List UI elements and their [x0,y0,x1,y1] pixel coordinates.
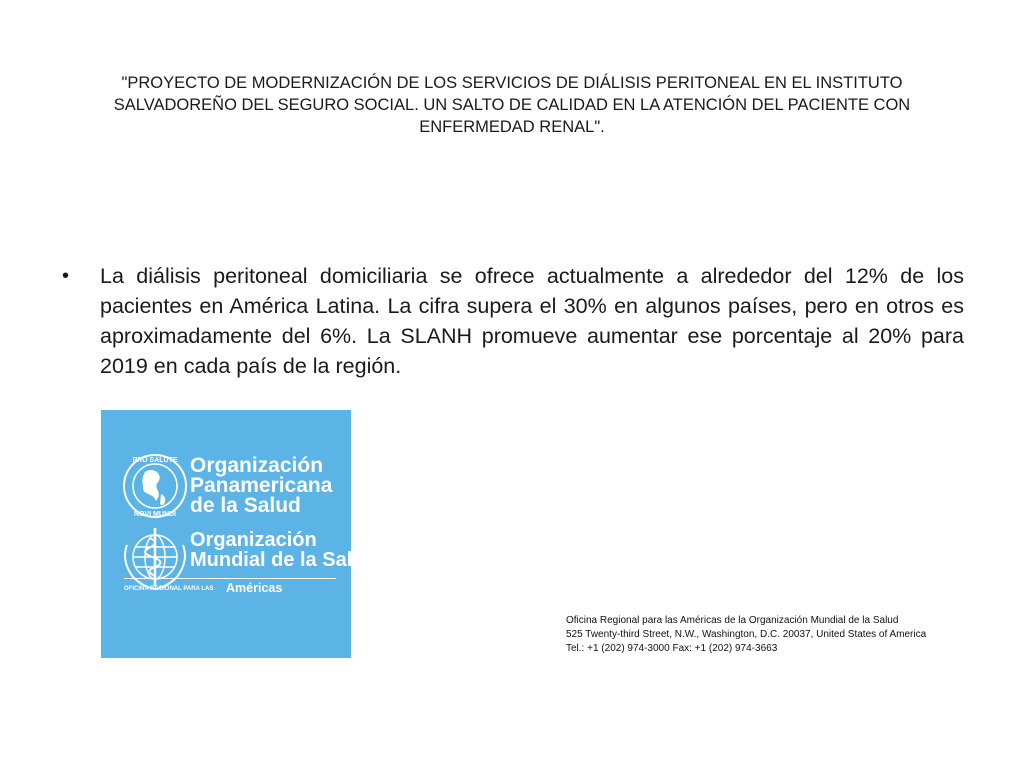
paho-line-1: Organización [190,454,324,477]
paho-wordmark [190,456,332,516]
seal-top-text: PRO SALUTE [132,457,178,464]
slide-title: "PROYECTO DE MODERNIZACIÓN DE LOS SERVICIOS DE DIÁLISIS PERITONEAL EN EL INSTITUTO SALVADOREÑO DEL SEGURO SOCIAL. UN SALTO DE CALIDAD EN LA ATENCIÓN DEL PACIENTE CON ENFERMEDAD RENAL". [113,74,911,136]
paho-seal-icon [124,455,186,518]
who-wordmark [190,530,377,570]
address-line-2: 525 Twenty-third Street, N.W., Washington, D.C. 20037, United States of America [566,629,927,640]
paho-line-2: Panamericana [190,474,333,497]
address-line-3: Tel.: +1 (202) 974-3000 Fax: +1 (202) 974-3663 [566,643,778,654]
logo-divider [124,578,336,579]
bullet-text: La diálisis peritoneal domiciliaria se ofrece actualmente a alrededor del 12% de los pacientes en América Latina. La cifra supera el 30% en algunos países, pero en otros es aproximadamente del 6%. La SLANH promueve aumentar ese porcentaje al 20% para 2019 en cada país de la región. [100,264,964,378]
bullet-item [62,261,964,381]
office-address [566,614,926,656]
paho-line-3: de la Salud [190,494,301,517]
who-line-2: Mundial de la Salud [190,549,377,571]
bullet-symbol: • [62,265,70,287]
who-emblem-icon [125,528,185,589]
regional-office-label: OFICINA REGIONAL PARA LAS [124,586,214,592]
seal-bottom-text: NOVI MUNDI [134,511,176,518]
americas-label: Américas [226,581,283,595]
who-line-1: Organización [190,529,317,551]
address-line-1: Oficina Regional para las Américas de la Organización Mundial de la Salud [566,615,899,626]
